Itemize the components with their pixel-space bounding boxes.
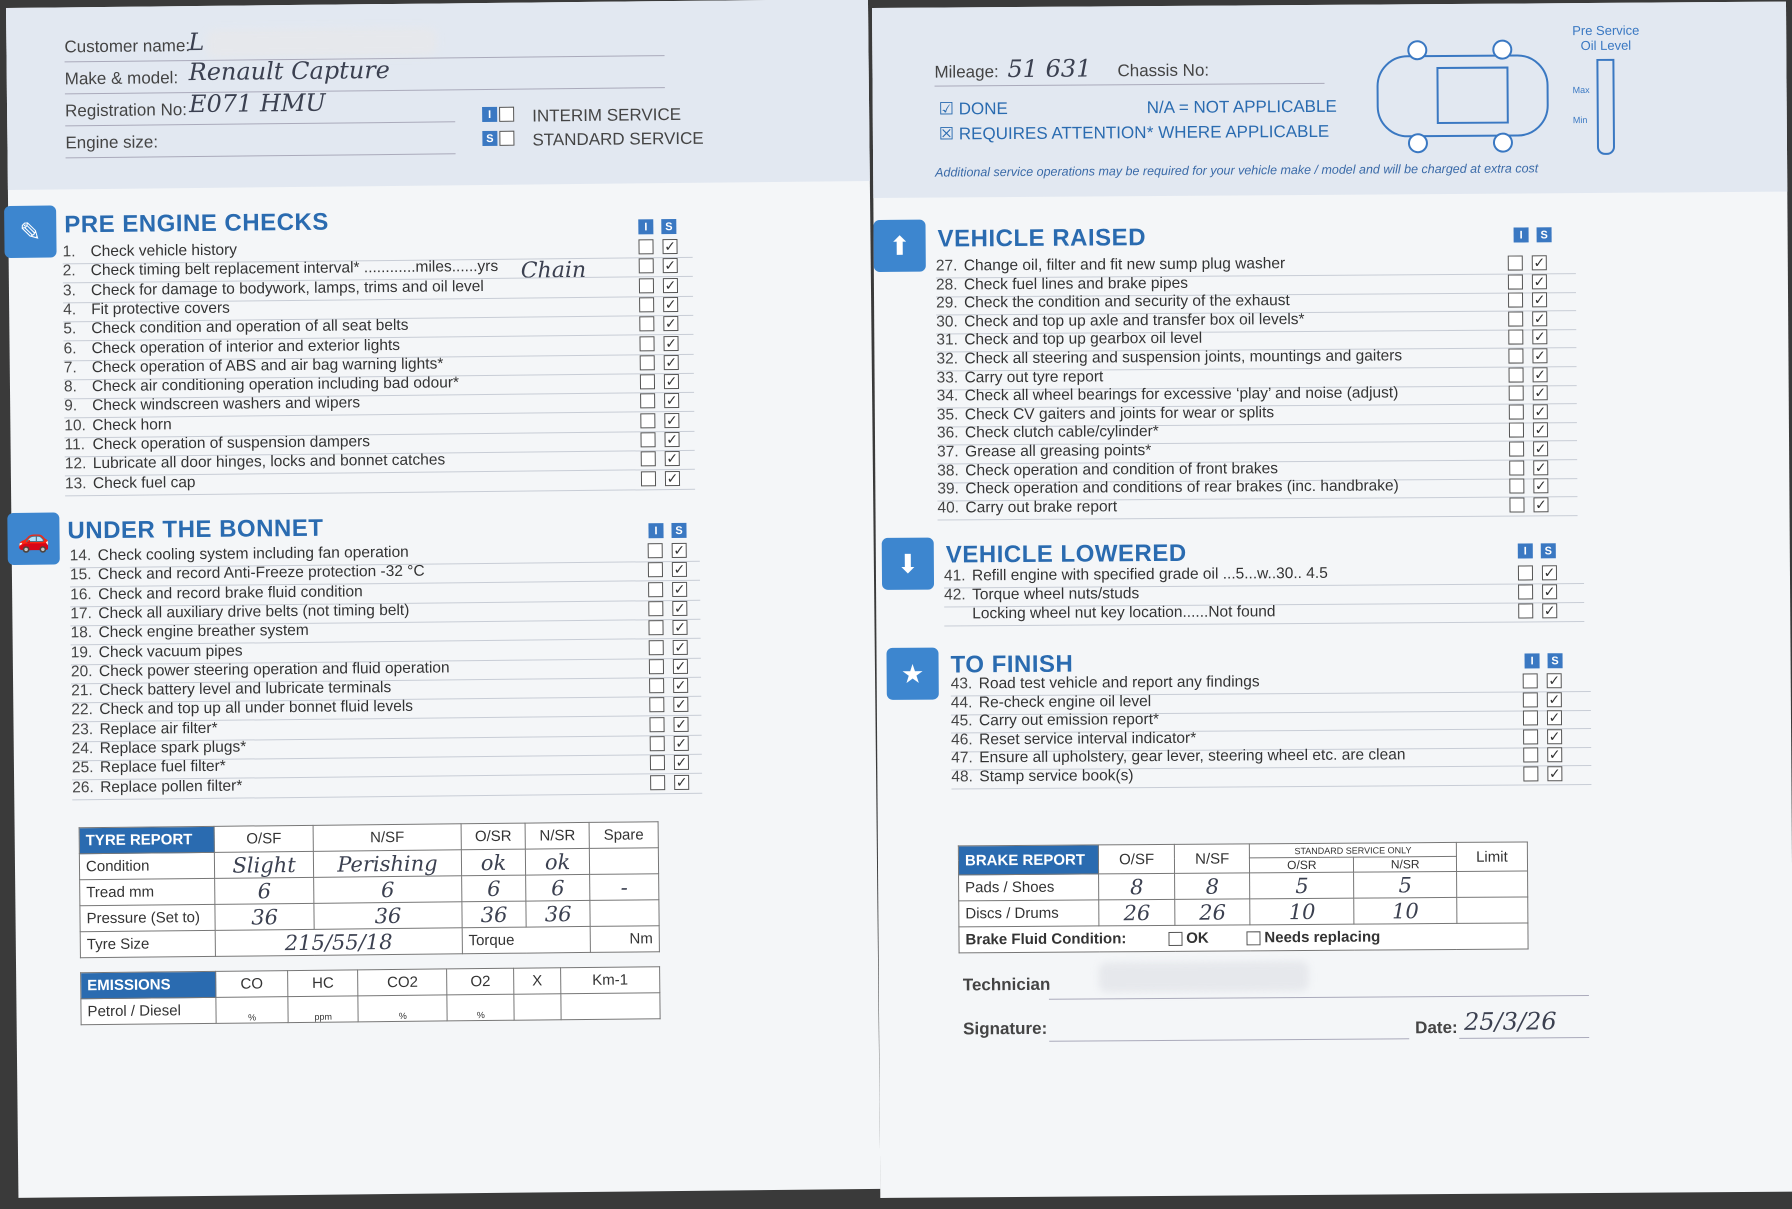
- interim-checkbox[interactable]: [648, 562, 663, 577]
- timing-note: Chain: [520, 257, 587, 284]
- interim-checkbox[interactable]: [1518, 584, 1533, 599]
- tyre-table: TYRE REPORT O/SF N/SF O/SR N/SR Spare Condition Slight Perishing ok ok Tread mm 6 6 6 6 - Pressure (Set to) 36 36 36 36 Tyre Size 215/55/18 Torque Nm: [79, 821, 660, 958]
- car-diagram: [1367, 37, 1568, 158]
- extra-cost-note: Additional service operations may be required for your vehicle make / model and will be charged at extra cost: [935, 161, 1539, 180]
- customer-value: L: [188, 27, 205, 57]
- dipstick-icon: ✎: [4, 205, 57, 258]
- min-label: Min: [1572, 115, 1588, 126]
- done-label: DONE: [958, 99, 1008, 119]
- tyre-col-header: Spare: [589, 822, 658, 849]
- where-label: * WHERE APPLICABLE: [1146, 121, 1330, 143]
- check-item: 21. Check battery level and lubricate terminals ✓: [71, 676, 701, 704]
- interim-checkbox[interactable]: [640, 394, 655, 409]
- tyre-title: TYRE REPORT: [79, 826, 214, 853]
- vehicle-lowered-title: VEHICLE LOWERED: [945, 539, 1187, 569]
- standard-checkbox[interactable]: ✓: [675, 734, 688, 752]
- check-item: 28. Check fuel lines and brake pipes ✓: [936, 272, 1576, 297]
- check-item: 20. Check power steering operation and fluid operation ✓: [71, 657, 701, 685]
- standard-checkbox[interactable]: ✓: [1535, 496, 1547, 513]
- interim-checkbox[interactable]: [640, 355, 655, 370]
- interim-checkbox[interactable]: [1508, 330, 1523, 345]
- interim-checkbox[interactable]: [639, 259, 654, 274]
- check-item: 10. Check horn ✓: [64, 411, 694, 439]
- mileage-value: 51 631: [1007, 54, 1092, 84]
- interim-checkbox[interactable]: [650, 775, 665, 790]
- mileage-label: Mileage:: [934, 62, 999, 82]
- check-item: 3. Check for damage to bodywork, lamps, trims and oil level ✓: [63, 275, 693, 303]
- interim-checkbox[interactable]: [639, 297, 654, 312]
- check-item: 19. Check vacuum pipes ✓: [71, 637, 701, 665]
- needs-replacing-checkbox[interactable]: [1246, 931, 1260, 945]
- standard-checkbox[interactable]: ✓: [674, 657, 687, 674]
- standard-checkbox[interactable]: ✓: [673, 599, 686, 616]
- check-item: 32. Check all steering and suspension joints, mountings and gaiters ✓: [936, 346, 1576, 371]
- interim-checkbox[interactable]: [1518, 603, 1533, 618]
- brake-table: BRAKE REPORT O/SF N/SF STANDARD SERVICE ONLY Limit O/SR N/SR Pads / Shoes 8 8 5 5 Discs / Drums 26 26 10 10 Brake Fluid Condition: OK Needs replacing: [958, 841, 1529, 953]
- max-label: Max: [1572, 84, 1590, 96]
- vehicle-raised-title: VEHICLE RAISED: [937, 224, 1147, 253]
- standard-checkbox[interactable]: ✓: [1548, 765, 1561, 782]
- check-item: Locking wheel nut key location......Not found ✓: [944, 601, 1584, 626]
- check-item: 8. Check air conditioning operation including bad odour* ✓: [64, 372, 694, 400]
- standard-checkbox[interactable]: ✓: [1543, 602, 1556, 619]
- interim-checkbox[interactable]: [639, 336, 654, 351]
- technician-label: Technician: [962, 974, 1051, 995]
- redacted-name: [206, 27, 436, 57]
- check-item: 43. Road test vehicle and report any findings ✓: [951, 671, 1591, 696]
- interim-checkbox[interactable]: [649, 698, 664, 713]
- interim-checkbox[interactable]: [641, 452, 656, 467]
- make-label: Make & model:: [64, 68, 179, 89]
- standard-checkbox[interactable]: ✓: [1534, 347, 1546, 364]
- interim-checkbox[interactable]: [1508, 274, 1523, 289]
- interim-checkbox[interactable]: [1509, 367, 1524, 382]
- oil-gauge: [1596, 59, 1615, 155]
- chassis-label: Chassis No:: [1117, 60, 1210, 81]
- interim-checkbox[interactable]: [639, 278, 654, 293]
- interim-checkbox[interactable]: [639, 316, 654, 331]
- brake-fluid-label: Brake Fluid Condition:: [965, 930, 1127, 949]
- redacted-technician: [1099, 961, 1309, 992]
- standard-checkbox[interactable]: ✓: [1543, 583, 1556, 600]
- standard-checkbox[interactable]: ✓: [1534, 477, 1547, 494]
- check-item: 41. Refill engine with specified grade oil ...5...w..30.. 4.5 ✓: [944, 563, 1584, 588]
- standard-checkbox[interactable]: ✓: [664, 315, 677, 332]
- check-item: 22. Check and top up all under bonnet fluid levels ✓: [71, 695, 701, 723]
- check-item: 47. Ensure all upholstery, gear lever, steering wheel etc. are clean ✓: [951, 745, 1591, 770]
- interim-checkbox[interactable]: [650, 736, 665, 751]
- check-item: 26. Replace pollen filter* ✓: [72, 772, 702, 800]
- make-value: Renault Capture: [188, 55, 391, 87]
- standard-checkbox[interactable]: ✓: [674, 696, 687, 713]
- interim-checkbox[interactable]: [1508, 311, 1523, 326]
- standard-checkbox[interactable]: ✓: [675, 773, 688, 790]
- standard-checkbox[interactable]: ✓: [1548, 746, 1561, 763]
- check-item: 36. Check clutch cable/cylinder* ✓: [937, 420, 1577, 445]
- check-item: 23. Replace air filter* ✓: [71, 714, 701, 742]
- check-item: 29. Check the condition and security of the exhaust ✓: [936, 290, 1576, 315]
- pre-engine-title: PRE ENGINE CHECKS: [64, 208, 329, 239]
- check-item: 45. Carry out emission report* ✓: [951, 708, 1591, 733]
- table-row: Condition Slight Perishing ok ok: [79, 848, 658, 880]
- tyre-col-header: N/SF: [313, 824, 461, 852]
- check-item: 31. Check and top up gearbox oil level ✓: [936, 327, 1576, 352]
- check-item: 24. Replace spark plugs* ✓: [72, 734, 702, 762]
- interim-checkbox[interactable]: [1508, 255, 1523, 270]
- interim-checkbox[interactable]: [648, 543, 663, 558]
- standard-checkbox[interactable]: ✓: [674, 638, 687, 655]
- interim-label: INTERIM SERVICE: [532, 104, 682, 126]
- pre-service-label: Pre Service Oil Level: [1572, 22, 1640, 54]
- interim-checkbox[interactable]: [1509, 423, 1524, 438]
- interim-checkbox[interactable]: [640, 374, 655, 389]
- interim-checkbox[interactable]: [1508, 348, 1523, 363]
- interim-checkbox[interactable]: [1523, 748, 1538, 763]
- standard-checkbox[interactable]: ✓: [674, 619, 686, 636]
- interim-checkbox[interactable]: [1523, 729, 1538, 744]
- interim-checkbox[interactable]: [648, 620, 663, 635]
- standard-checkbox[interactable]: ✓: [675, 715, 687, 732]
- standard-checkbox[interactable]: ✓: [1548, 728, 1561, 745]
- standard-checkbox[interactable]: ✓: [664, 276, 677, 293]
- interim-checkbox[interactable]: [1508, 293, 1523, 308]
- interim-checkbox[interactable]: [1509, 460, 1524, 475]
- standard-checkbox[interactable]: ✓: [673, 561, 686, 578]
- check-item: 14. Check cooling system including fan operation ✓: [70, 541, 700, 569]
- standard-checkbox[interactable]: ✓: [1534, 421, 1547, 438]
- interim-checkbox[interactable]: [1523, 692, 1538, 707]
- raised-is: I S: [1514, 227, 1552, 242]
- emissions-table: EMISSIONS CO HC CO2 O2 X Km-1 Petrol / Diesel % ppm % %: [80, 966, 661, 1025]
- check-item: 18. Check engine breather system ✓: [70, 618, 700, 646]
- interim-checkbox[interactable]: [650, 755, 665, 770]
- ok-checkbox[interactable]: [1168, 932, 1182, 946]
- standard-checkbox[interactable]: ✓: [675, 754, 688, 771]
- standard-checkbox[interactable]: ✓: [673, 541, 686, 559]
- check-item: 16. Check and record brake fluid condition ✓: [70, 579, 700, 607]
- standard-checkbox[interactable]: ✓: [1548, 709, 1561, 726]
- engine-label: Engine size:: [65, 132, 159, 153]
- check-item: 15. Check and record Anti-Freeze protection -32 °C ✓: [70, 560, 700, 588]
- check-item: 48. Stamp service book(s) ✓: [951, 764, 1591, 789]
- reg-value: E071 HMU: [188, 88, 326, 119]
- check-item: 40. Carry out brake report ✓: [937, 495, 1577, 520]
- interim-checkbox[interactable]: [1509, 386, 1524, 401]
- lowered-car-icon: ⬇: [882, 538, 934, 590]
- standard-checkbox[interactable]: ✓: [673, 580, 686, 597]
- under-bonnet-title: UNDER THE BONNET: [67, 514, 324, 545]
- bonnet-is: I S: [648, 523, 686, 538]
- standard-checkbox[interactable]: ✓: [665, 334, 677, 351]
- standard-checkbox[interactable]: ✓: [1534, 458, 1547, 475]
- standard-checkbox[interactable]: ✓: [1548, 690, 1561, 707]
- interim-checkbox[interactable]: [1523, 766, 1538, 781]
- to-finish-title: TO FINISH: [950, 650, 1074, 679]
- check-item: 34. Check all wheel bearings for excessive ‘play’ and noise (adjust) ✓: [937, 383, 1577, 408]
- check-item: 4. Fit protective covers ✓: [63, 295, 693, 323]
- right-page: Mileage: 51 631 Chassis No: ☑ DONE ☒ REQUIRES ATTENTION N/A = NOT APPLICABLE * WHERE APPLICABLE Pre Service Oil Level Max Min Additional service operations may be required for your vehicle make / model and will be charged at extra cost ⬆ VEHICLE RAISED I S ⬇ VEHICLE LOWERED I S ★ TO FINISH I S BRAKE REPORT O/SF N/SF STANDARD SERVICE ONLY Limit O/SR N/SR Pads / Shoes 8 8 5 5 Discs / Drums 26 26 10 10 Brake Fluid Condition: OK Needs replacing Technician Signature: Date: 25/3/26 27. Change oil, filter and fit new sump plug washer ✓ 28. Check fuel lines and brake pipes ✓ 29. Check the condition and security of the exhaust ✓ 30. Check and top up axle and transfer box oil levels* ✓ 31. Check and top up gearbox oil level ✓ 32. Check all steering and suspension joints, mountings and gaiters ✓ 33. Carry out tyre report ✓ 34. Check all wheel bearings for excessive ‘play’ and noise (adjust) ✓ 35. Check CV gaiters and joints for wear or splits ✓ 36. Check clutch cable/cylinder* ✓ 37. Grease all greasing points* ✓ 38. Check operation and condition of front brakes ✓ 39. Check operation and conditions of rear brakes (inc. handbrake) ✓ 40. Carry out brake report ✓ 41. Refill engine with specified grade oil ...5...w..30.. 4.5 ✓ 42. Torque wheel nuts/studs ✓ Locking wheel nut key location......Not found ✓ 43. Road test vehicle and report any findings ✓ 44. Re-check engine oil level ✓ 45. Carry out emission report* ✓ 46. Reset service interval indicator* ✓ 47. Ensure all upholstery, gear lever, steering wheel etc. are clean ✓ 48. Stamp service book(s) ✓: [872, 2, 1792, 1198]
- finish-car-icon: ★: [886, 648, 938, 700]
- check-item: 1. Check vehicle history ✓: [62, 237, 692, 265]
- standard-checkbox[interactable]: ✓: [1534, 384, 1547, 401]
- standard-checkbox[interactable]: ✓: [1533, 310, 1546, 327]
- standard-checkbox[interactable]: ✓: [1533, 328, 1546, 345]
- lowered-is: I S: [1518, 543, 1556, 558]
- standard-checkbox[interactable]: ✓: [666, 430, 678, 448]
- interim-checkbox[interactable]: [1518, 565, 1533, 580]
- date-value: 25/3/26: [1463, 1007, 1557, 1036]
- table-row: Pads / Shoes 8 8 5 5: [959, 871, 1528, 901]
- interim-checkbox[interactable]: [1523, 711, 1538, 726]
- standard-checkbox[interactable]: ✓: [664, 257, 677, 274]
- check-item: 35. Check CV gaiters and joints for wear or splits ✓: [937, 402, 1577, 427]
- interim-checkbox[interactable]: [649, 678, 664, 693]
- check-item: 7. Check operation of ABS and air bag warning lights* ✓: [64, 353, 694, 381]
- interim-checkbox[interactable]: [1523, 673, 1538, 688]
- interim-checkbox[interactable]: [648, 582, 663, 597]
- standard-checkbox[interactable]: ✓: [665, 353, 678, 370]
- check-item: 13. Check fuel cap ✓: [65, 468, 695, 496]
- interim-checkbox[interactable]: [638, 239, 653, 254]
- check-item: 17. Check all auxiliary drive belts (not timing belt) ✓: [70, 599, 700, 627]
- check-item: 27. Change oil, filter and fit new sump plug washer ✓: [936, 253, 1576, 278]
- interim-checkbox[interactable]: [1509, 479, 1524, 494]
- standard-checkbox[interactable]: ✓: [1543, 564, 1556, 581]
- interim-checkbox[interactable]: [649, 659, 664, 674]
- interim-checkbox[interactable]: [640, 432, 655, 447]
- check-item: 2. Check timing belt replacement interval* ............miles......yrs ✓: [63, 256, 693, 284]
- standard-box: S: [482, 131, 514, 146]
- standard-checkbox[interactable]: ✓: [1548, 672, 1561, 689]
- standard-checkbox[interactable]: ✓: [1533, 291, 1546, 308]
- check-item: 12. Lubricate all door hinges, locks and bonnet catches ✓: [65, 449, 695, 477]
- interim-box: I: [482, 107, 514, 122]
- check-item: 46. Reset service interval indicator* ✓: [951, 727, 1591, 752]
- date-label: Date:: [1415, 1017, 1458, 1038]
- car-bonnet-icon: 🚗: [7, 512, 60, 565]
- standard-checkbox[interactable]: ✓: [664, 237, 676, 255]
- standard-checkbox[interactable]: ✓: [665, 373, 678, 390]
- check-item: 42. Torque wheel nuts/studs ✓: [944, 582, 1584, 607]
- tyre-col-header: N/SR: [525, 822, 589, 849]
- interim-checkbox[interactable]: [1509, 497, 1524, 512]
- interim-checkbox[interactable]: [640, 413, 655, 428]
- check-item: 44. Re-check engine oil level ✓: [951, 690, 1591, 715]
- check-item: 38. Check operation and condition of front brakes ✓: [937, 458, 1577, 483]
- table-row: Pressure (Set to) 36 36 36 36: [80, 900, 659, 932]
- table-row: Tread mm 6 6 6 6 -: [80, 874, 659, 906]
- interim-checkbox[interactable]: [649, 640, 664, 655]
- standard-checkbox[interactable]: ✓: [664, 295, 677, 313]
- signature-label: Signature:: [963, 1018, 1048, 1039]
- standard-checkbox[interactable]: ✓: [665, 392, 678, 409]
- check-item: 25. Replace fuel filter* ✓: [72, 753, 702, 781]
- attention-label: REQUIRES ATTENTION: [958, 123, 1147, 144]
- tyre-col-header: O/SR: [461, 823, 526, 850]
- standard-checkbox[interactable]: ✓: [1533, 254, 1546, 271]
- reg-label: Registration No:: [64, 100, 188, 121]
- standard-checkbox[interactable]: ✓: [666, 450, 679, 467]
- table-row: Discs / Drums 26 26 10 10: [959, 897, 1528, 927]
- standard-checkbox[interactable]: ✓: [1534, 440, 1547, 457]
- standard-checkbox[interactable]: ✓: [666, 469, 679, 486]
- check-item: 39. Check operation and conditions of rear brakes (inc. handbrake) ✓: [937, 476, 1577, 501]
- standard-checkbox[interactable]: ✓: [665, 411, 678, 428]
- interim-checkbox[interactable]: [649, 717, 664, 732]
- pre-engine-is: I S: [638, 219, 676, 234]
- check-item: 9. Check windscreen washers and wipers ✓: [64, 391, 694, 419]
- check-item: 6. Check operation of interior and exterior lights ✓: [63, 333, 693, 361]
- interim-checkbox[interactable]: [1509, 441, 1524, 456]
- tyre-col-header: O/SF: [214, 825, 313, 852]
- standard-checkbox[interactable]: ✓: [674, 677, 687, 694]
- check-item: 37. Grease all greasing points* ✓: [937, 439, 1577, 464]
- raised-car-icon: ⬆: [873, 220, 925, 272]
- standard-checkbox[interactable]: ✓: [1533, 272, 1546, 289]
- interim-checkbox[interactable]: [1509, 404, 1524, 419]
- standard-label: STANDARD SERVICE: [532, 128, 704, 150]
- left-header: [6, 0, 870, 190]
- customer-label: Customer name:: [64, 36, 191, 57]
- interim-checkbox[interactable]: [648, 601, 663, 616]
- standard-checkbox[interactable]: ✓: [1534, 365, 1546, 382]
- na-label: N/A = NOT APPLICABLE: [1146, 96, 1337, 118]
- check-item: 5. Check condition and operation of all seat belts ✓: [63, 314, 693, 342]
- left-page: [6, 0, 880, 1198]
- check-item: 11. Check operation of suspension dampers ✓: [64, 430, 694, 458]
- standard-checkbox[interactable]: ✓: [1534, 403, 1547, 420]
- interim-checkbox[interactable]: [641, 471, 656, 486]
- finish-is: I S: [1525, 653, 1563, 668]
- check-item: 30. Check and top up axle and transfer box oil levels* ✓: [936, 309, 1576, 334]
- check-item: 33. Carry out tyre report ✓: [937, 365, 1577, 390]
